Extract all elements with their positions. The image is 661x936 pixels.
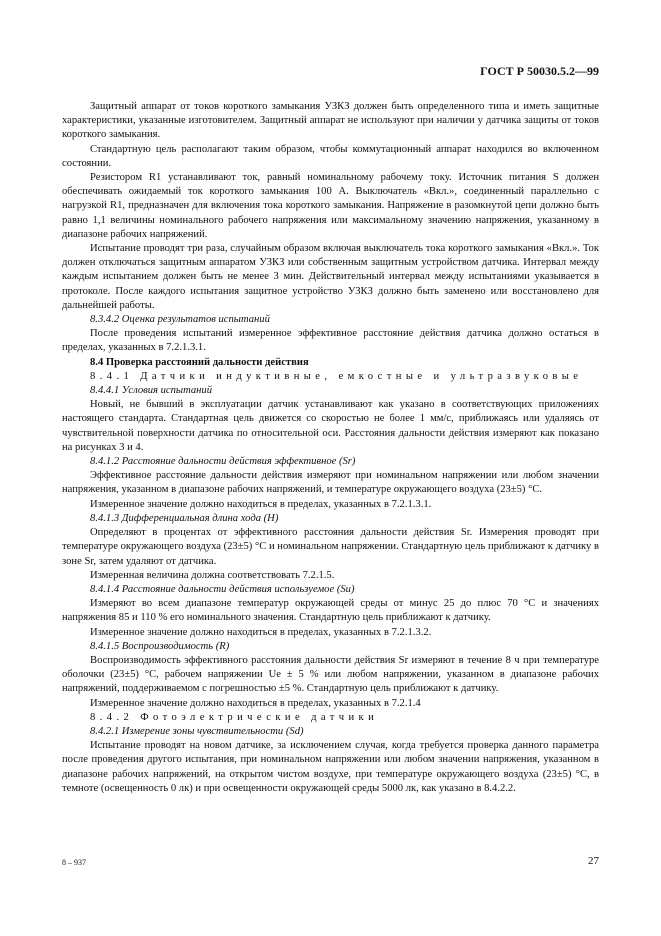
paragraph: Эффективное расстояние дальности действия измеряют при номинальном напряжении или любом значении напряжения, указанном в диапазоне рабочих напряжений, и температуре окружающего воздуха (23±5) °С. xyxy=(62,470,599,496)
section-heading: 8.4.2 Фотоэлектрические датчики xyxy=(90,711,379,723)
section-heading: 8.4.1.3 Дифференциальная длина хода (H) xyxy=(90,512,279,524)
paragraph: Испытание проводят на новом датчике, за исключением случая, когда требуется проверка данного параметра после проведения другого испытания, при номинальном напряжении или любом значении напряжения, указанном в диапазоне рабочих напряжений, на открытом чистом воздухе, при температуре окружающего воздуха (23±5) °С, в темноте (освещенность 0 лк) и при освещенности окружающей среды 5000 лк, как указано в 8.4.2.2. xyxy=(62,740,599,794)
section-heading: 8.4.2.1 Измерение зоны чувствительности (Sd) xyxy=(90,725,304,737)
paragraph: Измеренное значение должно находиться в пределах, указанных в 7.2.1.4 xyxy=(90,697,421,709)
paragraph: После проведения испытаний измеренное эффективное расстояние действия датчика должно остаться в пределах, указанных в 7.2.1.3.1. xyxy=(62,328,599,354)
section-heading: 8.4.1.2 Расстояние дальности действия эффективное (Sr) xyxy=(90,456,356,468)
paragraph: Новый, не бывший в эксплуатации датчик устанавливают как указано в соответствующих приложениях настоящего стандарта. Стандартная цель движется со скоростью не более 1 мм/с, приближаясь или удаляясь от чувствительной поверхности датчика по относительной оси. Расстояния дальности действия измеряют как показано на рисунках 3 и 4. xyxy=(62,399,599,453)
page-number: 27 xyxy=(588,855,599,867)
paragraph: Стандартную цель располагают таким образом, чтобы коммутационный аппарат находился во включенном состоянии. xyxy=(62,143,599,169)
paragraph: Защитный аппарат от токов короткого замыкания УЗКЗ должен быть определенного типа и иметь защитные характеристики, указанные изготовителем. Защитный аппарат не используют при наличии у датчика защиты от токов короткого замыкания. xyxy=(62,101,599,141)
section-heading: 8.4.1 Датчики индуктивные, емкостные и ультразвуковые xyxy=(90,370,583,382)
paragraph: Измеренное значение должно находиться в пределах, указанных в 7.2.1.3.2. xyxy=(90,626,432,638)
document-body xyxy=(62,100,599,796)
section-heading: 8.3.4.2 Оценка результатов испытаний xyxy=(90,314,270,326)
paragraph: Измеренная величина должна соответствовать 7.2.1.5. xyxy=(90,569,335,581)
paragraph: Определяют в процентах от эффективного расстояния дальности действия Sr. Измерения проводят при температуре окружающего воздуха (23±5) °С и номинальном напряжении. Стандартную цель приближают к датчику в зоне Sr, затем удаляют от датчика. xyxy=(62,527,599,567)
section-heading: 8.4 Проверка расстояний дальности действия xyxy=(90,356,309,368)
standard-header: ГОСТ Р 50030.5.2—99 xyxy=(480,64,599,78)
paragraph: Измеренное значение должно находиться в пределах, указанных в 7.2.1.3.1. xyxy=(90,498,432,510)
paragraph: Испытание проводят три раза, случайным образом включая выключатель тока короткого замыкания «Вкл.». Ток должен отключаться защитным аппаратом УЗКЗ или собственным защитным устройством датчика. Интервал между каждым испытанием должен быть не менее 3 мин. Действительный интервал между испытаниями указывается в протоколе. После каждого испытания защитное устройство УЗКЗ должно быть заменено или восстановлено для дальнейшей работы. xyxy=(62,243,599,311)
paragraph: Измеряют во всем диапазоне температур окружающей среды от минус 25 до плюс 70 °С и значениях напряжения 85 и 110 % его номинального значения. Стандартную цель приближают к датчику. xyxy=(62,598,599,624)
paragraph: Воспроизводимость эффективного расстояния дальности действия Sr измеряют в течение 8 ч при температуре оболочки (23±5) °С, рабочем напряжении Ue ± 5 % или любом напряжении, указанном в диапазоне рабочих напряжений, поддерживаемом с погрешностью ±5 %. Стандартную цель приближают к датчику. xyxy=(62,654,599,695)
section-heading: 8.4.4.1 Условия испытаний xyxy=(90,385,213,397)
section-heading: 8.4.1.5 Воспроизводимость (R) xyxy=(90,640,230,652)
paragraph: Резистором R1 устанавливают ток, равный номинальному рабочему току. Источник питания S должен обеспечивать ожидаемый ток короткого замыкания 100 А. Выключатель «Вкл.», соединенный параллельно с нагрузкой R1, предназначен для включения тока короткого замыкания. Напряжение в разомкнутой цепи должно быть равно 1,1 величины номинального рабочего напряжения или максимальному значению напряжения, указанному в диапазоне рабочих напряжений. xyxy=(62,172,599,240)
section-heading: 8.4.1.4 Расстояние дальности действия используемое (Su) xyxy=(90,583,355,595)
print-code: 8 – 937 xyxy=(62,858,86,867)
